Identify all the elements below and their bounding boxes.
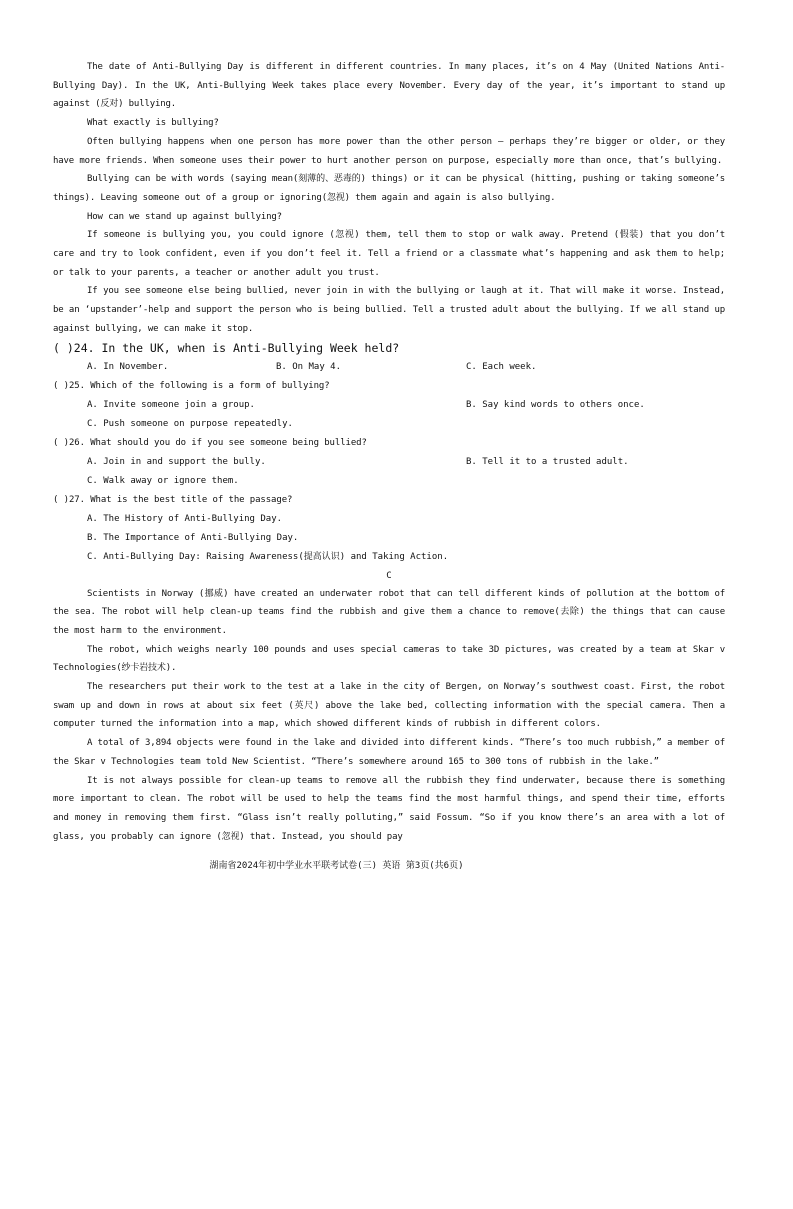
question-26-options-row-2 xyxy=(53,472,725,491)
question-27-option-b[interactable]: B. The Importance of Anti-Bullying Day. xyxy=(87,532,299,543)
question-26-option-b[interactable]: B. Tell it to a trusted adult. xyxy=(466,456,629,467)
question-24-option-a[interactable]: A. In November. xyxy=(87,361,169,372)
question-27-stem: ( )27. What is the best title of the passage? xyxy=(53,494,293,505)
passage-c-paragraph-4: A total of 3,894 objects were found in the lake and divided into different kinds. “There’s too much rubbish,” a member of the Skar v Technologies team told New Scientist. “There’s somewhere around 165 to 300 tons of rubbish in the lake.” xyxy=(53,738,725,767)
question-24-stem: ( )24. In the UK, when is Anti-Bullying Week held? xyxy=(53,340,400,355)
question-26-option-a[interactable]: A. Join in and support the bully. xyxy=(87,456,266,467)
question-24-option-c[interactable]: C. Each week. xyxy=(466,361,537,372)
passage-b-paragraph-3: Bullying can be with words (saying mean(刻薄的、恶毒的) things) or it can be physical (hitting, pushing or taking someone’s things). Leaving someone out of a group or ignoring(忽视) them again and again is also bullying. xyxy=(53,174,725,203)
passage-c-paragraph-2: The robot, which weighs nearly 100 pounds and uses special cameras to take 3D pictures, was created by a team at Skar v Technologies(纱卡岩技术). xyxy=(53,644,725,674)
passage-b-paragraph-2: Often bullying happens when one person has more power than the other person – perhaps they’re bigger or older, or they have more friends. When someone uses their power to hurt another person on purpose, especially more than once, that’s bullying. xyxy=(53,136,725,166)
question-27-option-c[interactable]: C. Anti-Bullying Day: Raising Awareness(提高认识) and Taking Action. xyxy=(87,551,449,562)
question-25-options-row-2 xyxy=(53,415,725,434)
question-27-options-row-2 xyxy=(53,529,725,548)
question-27-options-row-3 xyxy=(53,548,725,567)
passage-b-subheading-2: How can we stand up against bullying? xyxy=(87,211,282,222)
question-27-options-row-1 xyxy=(53,510,725,529)
passage-c-paragraph-1: Scientists in Norway (挪威) have created an underwater robot that can tell different kinds of pollution at the bottom of the sea. The robot will help clean-up teams find the rubbish and give them a chance to remove(去除) the things that can cause the most harm to the environment. xyxy=(53,588,725,636)
passage-c-letter: C xyxy=(386,570,392,581)
page-footer: 湖南省2024年初中学业水平联考试卷(三) 英语 第3页(共6页) xyxy=(209,861,464,871)
question-26-option-c[interactable]: C. Walk away or ignore them. xyxy=(87,475,239,486)
question-24-options xyxy=(53,358,725,377)
passage-b-paragraph-4: If someone is bullying you, you could ignore (忽视) them, tell them to stop or walk away. Pretend (假装) that you don’t care and try to look confident, even if you don’t feel it. Tell a friend or a classmate what’s happening and ask them to help; or talk to your parents, a teacher or another adult you trust. xyxy=(53,230,725,278)
question-25-stem: ( )25. Which of the following is a form of bullying? xyxy=(53,380,330,391)
question-25-option-b[interactable]: B. Say kind words to others once. xyxy=(466,399,645,410)
question-25-option-c[interactable]: C. Push someone on purpose repeatedly. xyxy=(87,418,293,429)
question-26-stem: ( )26. What should you do if you see someone being bullied? xyxy=(53,437,367,448)
question-25-options xyxy=(53,396,725,415)
question-26-options xyxy=(53,453,725,472)
exam-page xyxy=(53,58,725,846)
passage-b-paragraph-1: The date of Anti-Bullying Day is different in different countries. In many places, it’s on 4 May (United Nations Anti-Bullying Day). In the UK, Anti-Bullying Week takes place every November. Every day of the year, it’s important to stand up against (反对) bullying. xyxy=(53,62,725,110)
question-27-option-a[interactable]: A. The History of Anti-Bullying Day. xyxy=(87,513,283,524)
question-25-option-a[interactable]: A. Invite someone join a group. xyxy=(87,399,255,410)
passage-b-paragraph-5: If you see someone else being bullied, never join in with the bullying or laugh at it. That will make it worse. Instead, be an ‘upstander’-help and support the person who is being bullied. Tell a trusted adult about the bullying. If we all stand up against bullying, we can make it stop. xyxy=(53,286,725,334)
passage-c-paragraph-5: It is not always possible for clean-up teams to remove all the rubbish they find underwater, because there is something more important to clean. The robot will be used to help the teams find the most harmful things, and spend their time, efforts and money in removing them first. “Glass isn’t really polluting,” said Fossum. “So if you know there’s an area with a lot of glass, you probably can ignore (忽视) that. Instead, you should pay xyxy=(53,775,725,842)
question-24-option-b[interactable]: B. On May 4. xyxy=(276,361,342,372)
passage-b-subheading-1: What exactly is bullying? xyxy=(87,118,219,129)
passage-c-paragraph-3: The researchers put their work to the test at a lake in the city of Bergen, on Norway’s southwest coast. First, the robot swam up and down in rows at about six feet (英尺) above the lake bed, collecting information with the special camera. Then a computer turned the information into a map, which showed different kinds of rubbish in different colors. xyxy=(53,682,725,730)
